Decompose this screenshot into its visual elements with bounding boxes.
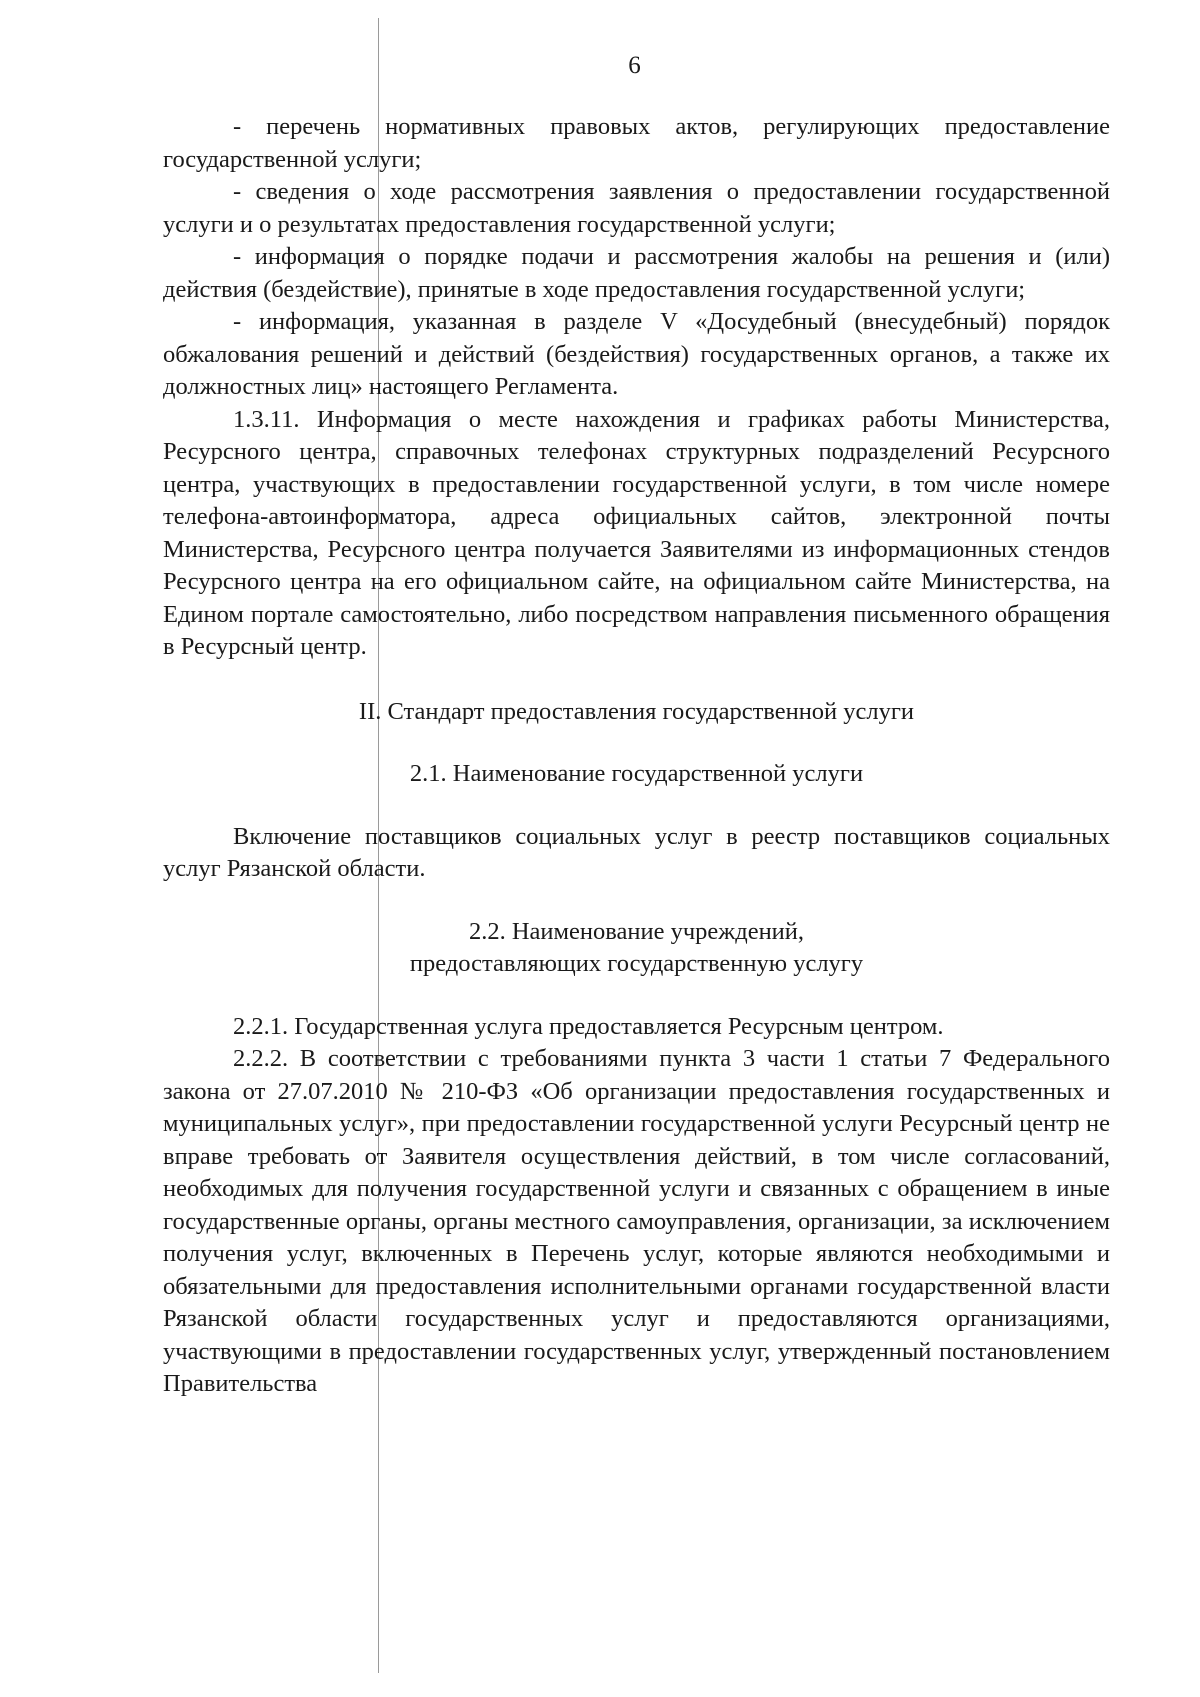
list-item-regulations: - перечень нормативных правовых актов, регулирующих предоставление государственной услуги; <box>163 113 1110 173</box>
paragraph-2-2-1: 2.2.1. Государственная услуга предоставляется Ресурсным центром. <box>233 1012 944 1040</box>
subsection-heading-2-2-line-2: предоставляющих государственную услугу <box>409 950 864 977</box>
list-item-section-v-info: - информация, указанная в разделе V «Досудебный (внесудебный) порядок обжалования решений и действий (бездействия) государственных органов, а также их должностных лиц» настоящего Регламента. <box>163 308 1110 400</box>
service-name-paragraph: Включение поставщиков социальных услуг в реестр поставщиков социальных услуг Рязанской области. <box>163 822 1110 882</box>
page-number: 6 <box>628 52 641 79</box>
list-item-complaint-procedure: - информация о порядке подачи и рассмотрения жалобы на решения и (или) действия (бездействие), принятые в ходе предоставления государственной услуги; <box>163 243 1110 303</box>
list-item-application-status: - сведения о ходе рассмотрения заявления о предоставлении государственной услуги и о результатах предоставления государственной услуги; <box>163 178 1110 238</box>
document-body <box>163 111 1110 1401</box>
paragraph-2-2-2: 2.2.2. В соответствии с требованиями пункта 3 части 1 статьи 7 Федерального закона от 27.07.2010 № 210-ФЗ «Об организации предоставления государственных и муниципальных услуг», при предоставлении государственной услуги Ресурсный центр не вправе требовать от Заявителя осуществления действий, в том числе согласований, необходимых для получения государственной услуги и связанных с обращением в иные государственные органы, органы местного самоуправления, организации, за исключением получения услуг, включенных в Перечень услуг, которые являются необходимыми и обязательными для предоставления исполнительными органами государственной власти Рязанской области государственных услуг и предоставляются организациями, участвующими в предоставлении государственных услуг, утвержденный постановлением Правительства <box>163 1045 1110 1397</box>
subsection-heading-2-2-line-1: 2.2. Наименование учреждений, <box>468 917 805 945</box>
subsection-heading-2-1: 2.1. Наименование государственной услуги <box>409 760 864 787</box>
section-heading-ii: II. Стандарт предоставления государственной услуги <box>358 697 915 725</box>
paragraph-1-3-11: 1.3.11. Информация о месте нахождения и графиках работы Министерства, Ресурсного центра, справочных телефонах структурных подразделений Ресурсного центра, участвующих в предоставлении государственной услуги, в том числе номере телефона-автоинформатора, адреса официальных сайтов, электронной почты Министерства, Ресурсного центра получается Заявителями из информационных стендов Ресурсного центра на его официальном сайте, на официальном сайте Министерства, на Едином портале самостоятельно, либо посредством направления письменного обращения в Ресурсный центр. <box>163 405 1110 660</box>
